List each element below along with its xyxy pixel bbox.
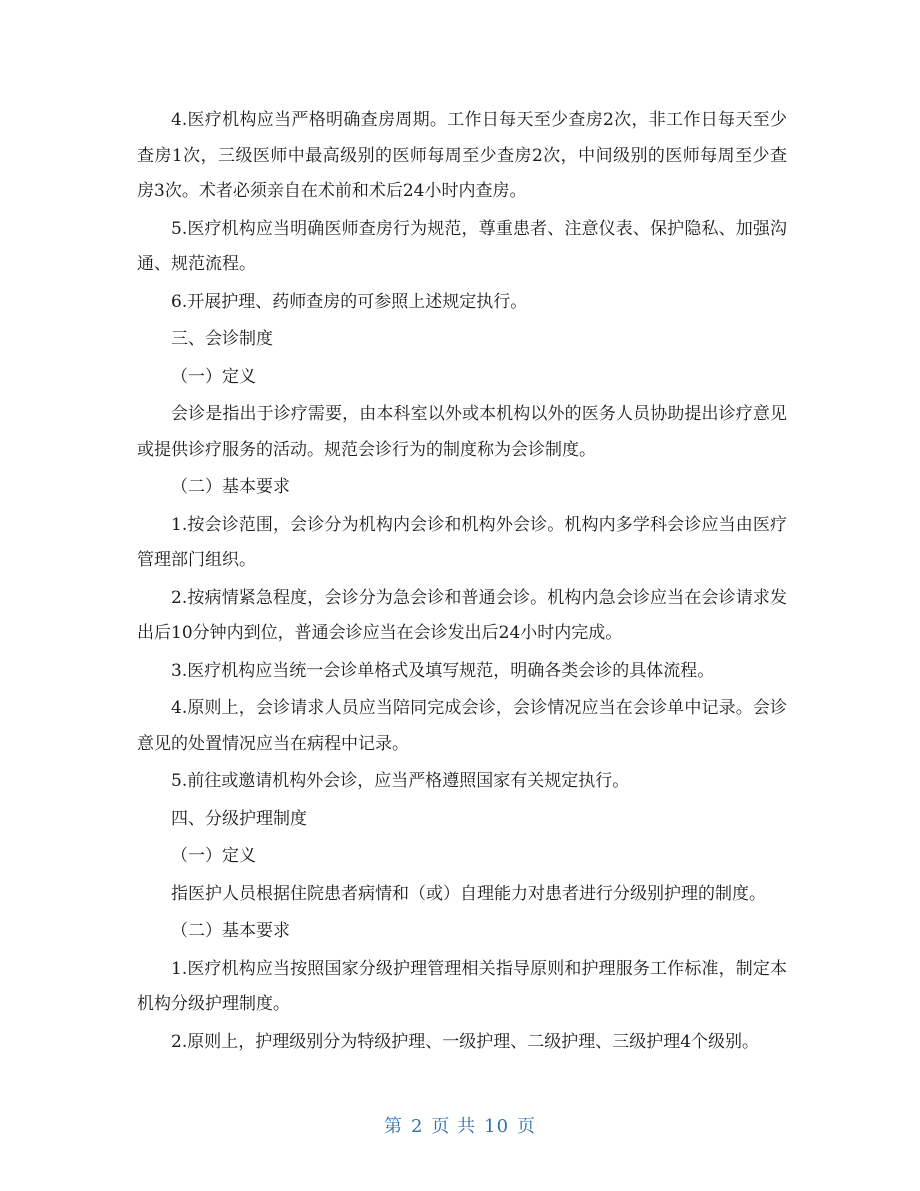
document-body (137, 103, 787, 1060)
body-paragraph: 5.医疗机构应当明确医师查房行为规范，尊重患者、注意仪表、保护隐私、加强沟通、规范流程。 (137, 218, 787, 274)
body-paragraph: 3.医疗机构应当统一会诊单格式及填写规范，明确各类会诊的具体流程。 (171, 660, 715, 681)
footer-page-number: 2 (410, 1116, 424, 1137)
section-heading: （一）定义 (171, 366, 256, 387)
body-paragraph: 2.原则上，护理级别分为特级护理、一级护理、二级护理、三级护理4个级别。 (171, 1031, 760, 1052)
footer-prefix: 第 (383, 1116, 403, 1137)
section-heading: （二）基本要求 (171, 921, 290, 941)
body-paragraph: 4.原则上，会诊请求人员应当陪同完成会诊，会诊情况应当在会诊单中记录。会诊意见的处置情况应当在病程中记录。 (137, 698, 787, 754)
footer-mid: 页 共 (431, 1116, 477, 1137)
body-paragraph: 2.按病情紧急程度，会诊分为急会诊和普通会诊。机构内急会诊应当在会诊请求发出后10分钟内到位，普通会诊应当在会诊发出后24小时内完成。 (137, 587, 787, 643)
body-paragraph: 5.前往或邀请机构外会诊，应当严格遵照国家有关规定执行。 (171, 771, 630, 791)
section-heading: 四、分级护理制度 (171, 808, 307, 829)
section-heading: （一）定义 (171, 846, 256, 866)
footer-suffix: 页 (517, 1116, 537, 1137)
body-paragraph: 1.按会诊范围，会诊分为机构内会诊和机构外会诊。机构内多学科会诊应当由医疗管理部门组织。 (137, 514, 787, 570)
section-heading: （二）基本要求 (171, 477, 290, 497)
body-paragraph: 4.医疗机构应当严格明确查房周期。工作日每天至少查房2次，非工作日每天至少查房1次，三级医师中最高级别的医师每周至少查房2次，中间级别的医师每周至少查房3次。术者必须亲自在术前和术后24小时内查房。 (137, 110, 787, 201)
body-paragraph: 1.医疗机构应当按照国家分级护理管理相关指导原则和护理服务工作标准，制定本机构分级护理制度。 (137, 958, 787, 1014)
body-paragraph: 会诊是指出于诊疗需要，由本科室以外或本机构以外的医务人员协助提出诊疗意见或提供诊疗服务的活动。规范会诊行为的制度称为会诊制度。 (137, 404, 787, 460)
body-paragraph: 指医护人员根据住院患者病情和（或）自理能力对患者进行分级别护理的制度。 (171, 883, 766, 904)
body-paragraph: 6.开展护理、药师查房的可参照上述规定执行。 (171, 291, 528, 312)
section-heading: 三、会诊制度 (171, 329, 273, 349)
page-footer (0, 1112, 920, 1138)
footer-total-pages: 10 (484, 1116, 510, 1137)
